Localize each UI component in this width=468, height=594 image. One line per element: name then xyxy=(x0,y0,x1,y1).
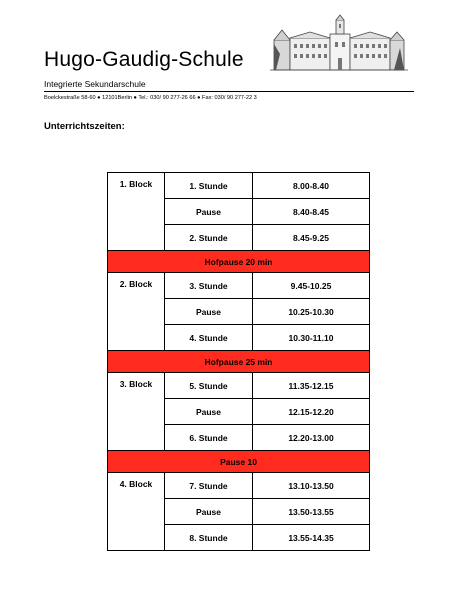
block-label: 2. Block xyxy=(108,273,165,351)
break-row xyxy=(108,251,370,273)
table-row xyxy=(108,173,370,199)
period-time: 13.10-13.50 xyxy=(253,473,370,499)
break-row xyxy=(108,451,370,473)
period-time: 9.45-10.25 xyxy=(253,273,370,299)
period-time: 8.40-8.45 xyxy=(253,199,370,225)
break-row xyxy=(108,351,370,373)
period-time: 13.50-13.55 xyxy=(253,499,370,525)
break-label: Pause 10 xyxy=(108,451,370,473)
period-time: 12.15-12.20 xyxy=(253,399,370,425)
table-row xyxy=(108,273,370,299)
break-label: Hofpause 25 min xyxy=(108,351,370,373)
table-row xyxy=(108,373,370,399)
period-name: 4. Stunde xyxy=(165,325,253,351)
period-name: Pause xyxy=(165,199,253,225)
period-name: 6. Stunde xyxy=(165,425,253,451)
school-building-illustration xyxy=(270,14,408,72)
period-time: 10.30-11.10 xyxy=(253,325,370,351)
header-divider xyxy=(44,91,414,92)
period-name: Pause xyxy=(165,299,253,325)
period-time: 11.35-12.15 xyxy=(253,373,370,399)
period-name: Pause xyxy=(165,399,253,425)
period-time: 8.45-9.25 xyxy=(253,225,370,251)
block-label: 1. Block xyxy=(108,173,165,251)
period-time: 10.25-10.30 xyxy=(253,299,370,325)
school-name: Hugo-Gaudig-Schule xyxy=(44,48,244,71)
block-label: 4. Block xyxy=(108,473,165,551)
period-name: 5. Stunde xyxy=(165,373,253,399)
period-name: 8. Stunde xyxy=(165,525,253,551)
table-row xyxy=(108,473,370,499)
period-time: 13.55-14.35 xyxy=(253,525,370,551)
block-label: 3. Block xyxy=(108,373,165,451)
period-name: Pause xyxy=(165,499,253,525)
period-name: 3. Stunde xyxy=(165,273,253,299)
school-subtitle: Integrierte Sekundarschule xyxy=(44,79,146,89)
period-name: 7. Stunde xyxy=(165,473,253,499)
period-time: 12.20-13.00 xyxy=(253,425,370,451)
schedule-table xyxy=(107,172,370,551)
section-heading: Unterrichtszeiten: xyxy=(44,121,125,132)
school-address: Boelckestraße 58-60 ● 12101Berlin ● Tel.: 030/ 90 277-26 66 ● Fax: 030/ 90 277-22 3 xyxy=(44,95,257,101)
period-time: 8.00-8.40 xyxy=(253,173,370,199)
period-name: 1. Stunde xyxy=(165,173,253,199)
break-label: Hofpause 20 min xyxy=(108,251,370,273)
period-name: 2. Stunde xyxy=(165,225,253,251)
